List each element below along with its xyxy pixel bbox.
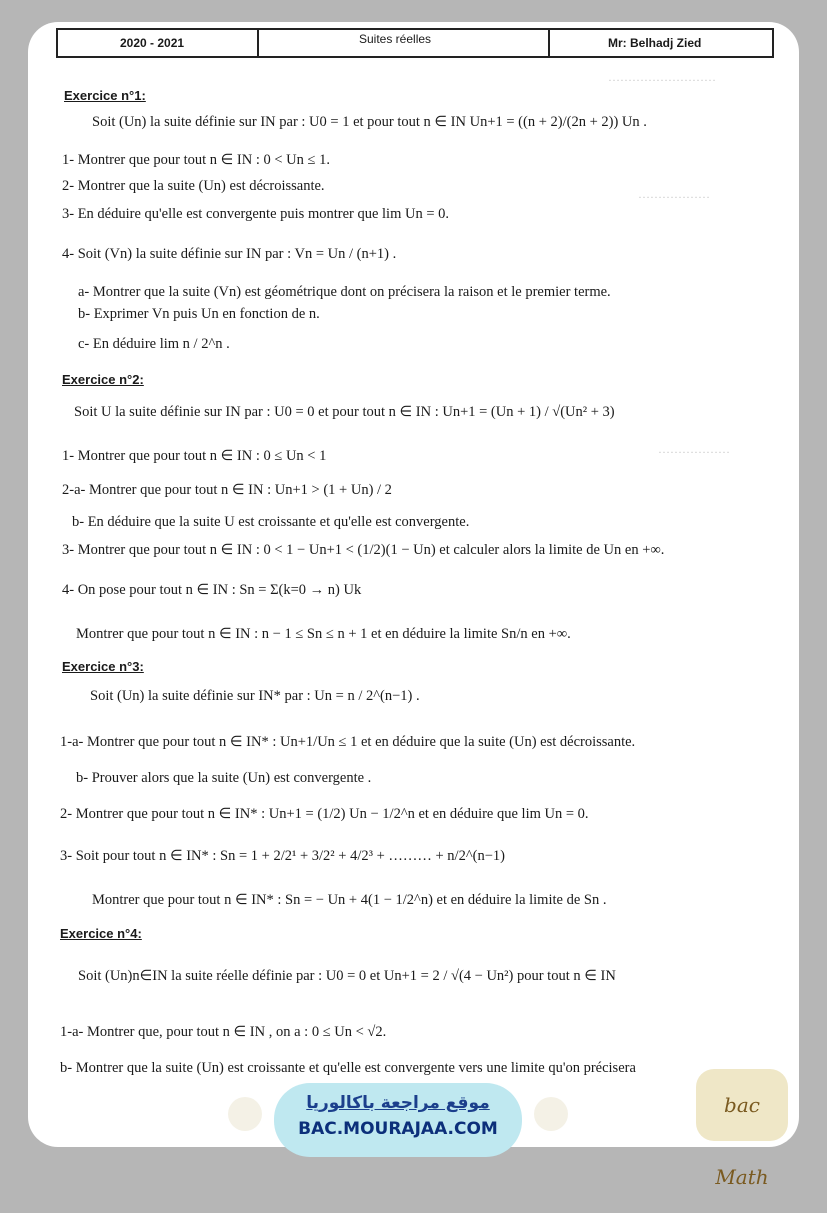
ex2-q3: 3- Montrer que pour tout n ∈ IN : 0 < 1 − Un+1 < (1/2)(1 − Un) et calculer alors la limite de Un en +∞.: [62, 542, 665, 558]
ex2-q4b: Montrer que pour tout n ∈ IN : n − 1 ≤ Sn ≤ n + 1 et en déduire la limite Sn/n en +∞.: [76, 626, 571, 642]
document-page: ……………………… ……………… ……………… 2020 - 2021 Suites réelles Mr: Belhadj Zied Exercice n°1: Soit (Un) la suite définie sur IN par : U0 = 1 et pour tout n ∈ IN Un+1 = ((n + 2)/(2n + 2)) Un . 1- Montrer que pour tout n ∈ IN : 0 < Un ≤ 1. 2- Montrer que la suite (Un) est décroissante. 3- En déduire qu'elle est convergente puis montrer que lim Un = 0. 4- Soit (Vn) la suite définie sur IN par : Vn = Un / (n+1) . a- Montrer que la suite (Vn) est géométrique dont on précisera la raison et le premier terme. b- Exprimer Vn puis Un en fonction de n. c- En déduire lim n / 2^n . Exercice n°2: Soit U la suite définie sur IN par : U0 = 0 et pour tout n ∈ IN : Un+1 = (Un + 1) / √(Un² + 3) 1- Montrer que pour tout n ∈ IN : 0 ≤ Un < 1 2-a- Montrer que pour tout n ∈ IN : Un+1 > (1 + Un) / 2 b- En déduire que la suite U est croissante et qu'elle est convergente. 3- Montrer que pour tout n ∈ IN : 0 < 1 − Un+1 < (1/2)(1 − Un) et calculer alors la limite de Un en +∞. 4- On pose pour tout n ∈ IN : Sn = Σ(k=0 → n) Uk Montrer que pour tout n ∈ IN : n − 1 ≤ Sn ≤ n + 1 et en déduire la limite Sn/n en +∞. Exercice n°3: Soit (Un) la suite définie sur IN* par : Un = n / 2^(n−1) . 1-a- Montrer que pour tout n ∈ IN* : Un+1/Un ≤ 1 et en déduire que la suite (Un) est décroissante. b- Prouver alors que la suite (Un) est convergente . 2- Montrer que pour tout n ∈ IN* : Un+1 = (1/2) Un − 1/2^n et en déduire que lim Un = 0. 3- Soit pour tout n ∈ IN* : Sn = 1 + 2/2¹ + 3/2² + 4/2³ + ……… + n/2^(n−1) Montrer que pour tout n ∈ IN* : Sn = − Un + 4(1 − 1/2^n) et en déduire la limite de Sn . Exercice n°4: Soit (Un)n∈IN la suite réelle définie par : U0 = 0 et Un+1 = 2 / √(4 − Un²) pour tout n ∈ IN 1-a- Montrer que, pour tout n ∈ IN , on a : 0 ≤ Un < √2. b- Montrer que la suite (Un) est croissante et qu'elle est convergente vers une limite qu'on précisera موقع مراجعة باكالوريا BAC.MOURAJAA.COM bac Math: [28, 22, 799, 1147]
bac-math-logo: bac Math: [696, 1069, 788, 1141]
exercise-4-title: Exercice n°4:: [60, 926, 142, 941]
header-title-box: [257, 28, 550, 58]
left-logo-icon: [228, 1097, 262, 1131]
site-name-arabic: موقع مراجعة باكالوريا: [306, 1093, 490, 1113]
header-teacher-box: [548, 28, 774, 58]
ex2-q2a: 2-a- Montrer que pour tout n ∈ IN : Un+1 > (1 + Un) / 2: [62, 482, 392, 498]
site-url: BAC.MOURAJAA.COM: [298, 1119, 498, 1139]
ex1-q4: 4- Soit (Vn) la suite définie sur IN par : Vn = Un / (n+1) .: [62, 246, 397, 262]
ex3-q1b: b- Prouver alors que la suite (Un) est convergente .: [76, 770, 372, 786]
ex1-q2: 2- Montrer que la suite (Un) est décroissante.: [62, 178, 325, 194]
ex3-q1a: 1-a- Montrer que pour tout n ∈ IN* : Un+1/Un ≤ 1 et en déduire que la suite (Un) est décroissante.: [60, 734, 636, 750]
header-year-box: [56, 28, 259, 58]
ex1-q4c: c- En déduire lim n / 2^n .: [78, 336, 230, 352]
ex4-definition: Soit (Un)n∈IN la suite réelle définie par : U0 = 0 et Un+1 = 2 / √(4 − Un²) pour tout n ∈ IN: [78, 968, 616, 984]
ex2-q1: 1- Montrer que pour tout n ∈ IN : 0 ≤ Un < 1: [62, 448, 327, 464]
ex4-q1a: 1-a- Montrer que, pour tout n ∈ IN , on a : 0 ≤ Un < √2.: [60, 1024, 387, 1040]
header-teacher: Mr: Belhadj Zied: [608, 36, 702, 50]
ex3-q2: 2- Montrer que pour tout n ∈ IN* : Un+1 = (1/2) Un − 1/2^n et en déduire que lim Un = 0.: [60, 806, 589, 822]
header-title: Suites réelles: [359, 32, 432, 46]
exercise-3-title: Exercice n°3:: [62, 659, 144, 674]
exercise-2-title: Exercice n°2:: [62, 372, 144, 387]
ex1-definition: Soit (Un) la suite définie sur IN par : U0 = 1 et pour tout n ∈ IN Un+1 = ((n + 2)/(2n + 2)) Un .: [92, 114, 647, 130]
ex1-q3: 3- En déduire qu'elle est convergente puis montrer que lim Un = 0.: [62, 206, 450, 222]
ex1-q4b: b- Exprimer Vn puis Un en fonction de n.: [78, 306, 320, 322]
header-year: 2020 - 2021: [120, 36, 185, 50]
ex3-q3b: Montrer que pour tout n ∈ IN* : Sn = − Un + 4(1 − 1/2^n) et en déduire la limite de Sn .: [92, 892, 607, 908]
ex2-q4: 4- On pose pour tout n ∈ IN : Sn = Σ(k=0 → n) Uk: [62, 582, 362, 598]
ex1-q4a: a- Montrer que la suite (Vn) est géométrique dont on précisera la raison et le premier terme.: [78, 284, 611, 300]
right-logo-icon: [534, 1097, 568, 1131]
ex3-q3: 3- Soit pour tout n ∈ IN* : Sn = 1 + 2/2¹ + 3/2² + 4/2³ + ……… + n/2^(n−1): [60, 848, 505, 864]
ex1-q1: 1- Montrer que pour tout n ∈ IN : 0 < Un ≤ 1.: [62, 152, 330, 168]
ex2-definition: Soit U la suite définie sur IN par : U0 = 0 et pour tout n ∈ IN : Un+1 = (Un + 1) / √(Un² + 3): [74, 404, 615, 420]
exercise-1-title: Exercice n°1:: [64, 88, 146, 103]
site-banner[interactable]: [274, 1083, 522, 1157]
ex2-q2b: b- En déduire que la suite U est croissante et qu'elle est convergente.: [72, 514, 470, 530]
ex3-definition: Soit (Un) la suite définie sur IN* par : Un = n / 2^(n−1) .: [90, 688, 420, 704]
ex4-q1b: b- Montrer que la suite (Un) est croissante et qu'elle est convergente vers une limite qu'on précisera: [60, 1060, 636, 1076]
